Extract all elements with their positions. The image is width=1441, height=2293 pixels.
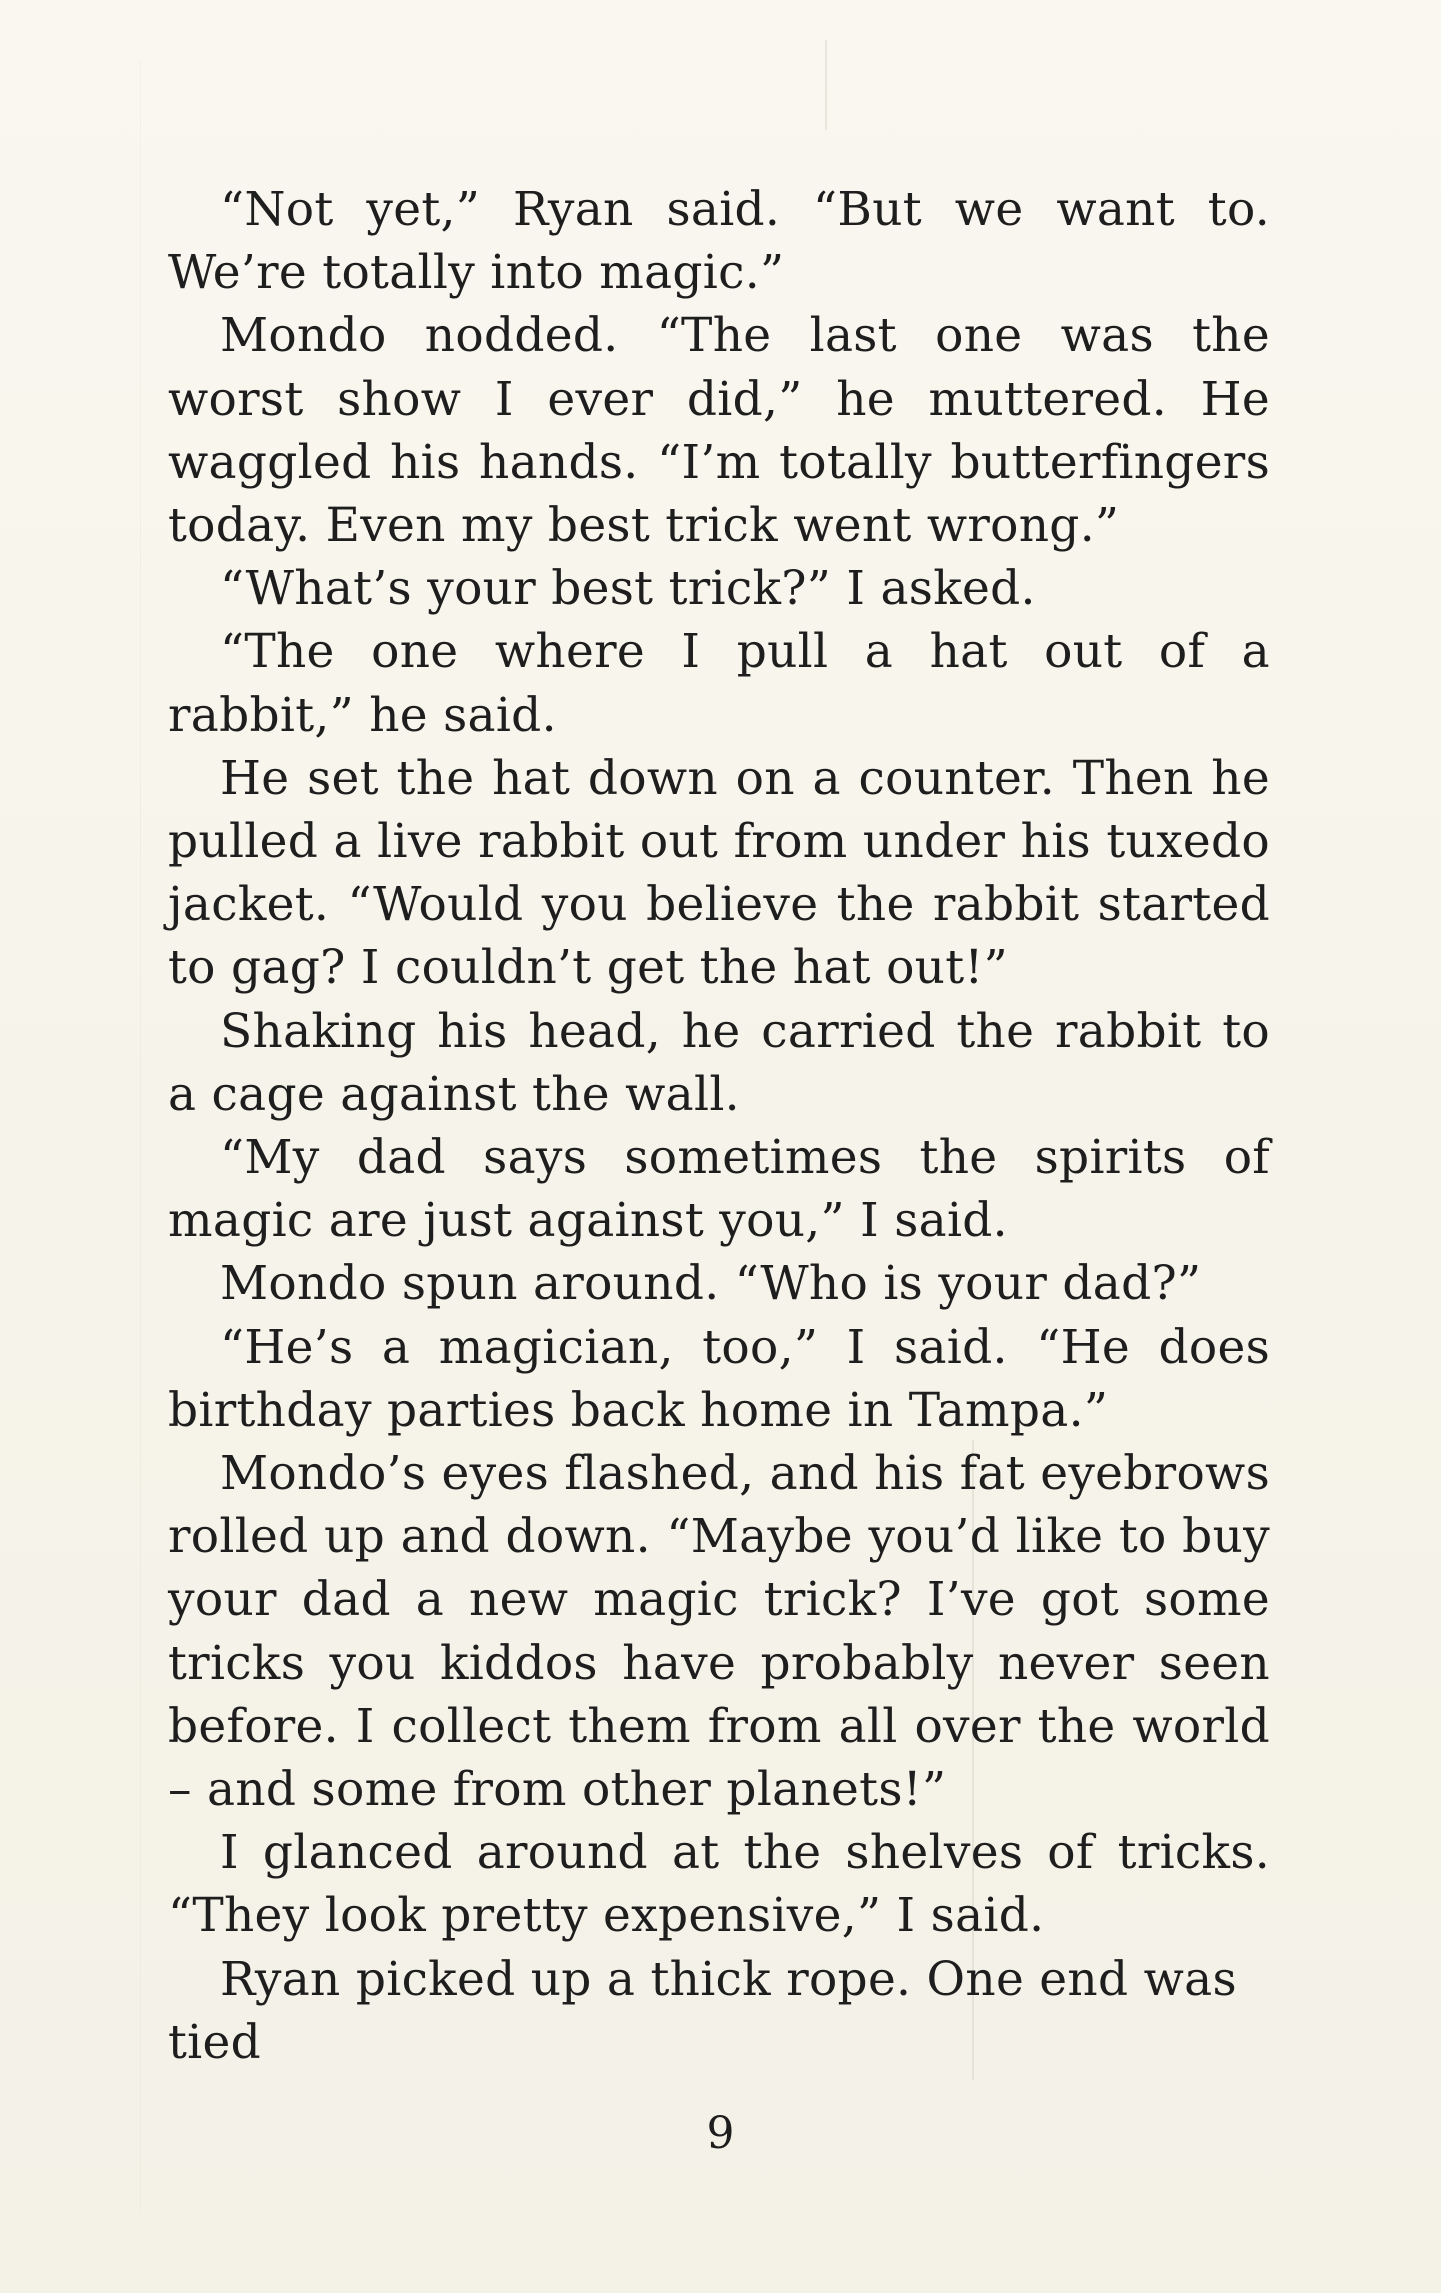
page-number: 9 [706,2108,735,2159]
paragraph: I glanced around at the shelves of tricks. “They look pretty expensive,” I said. [168,1825,1270,1944]
paragraph: Mondo spun around. “Who is your dad?” [220,1256,1202,1312]
paragraph: “My dad says sometimes the spirits of magic are just against you,” I said. [168,1130,1270,1249]
bleed-through-line [140,60,141,2210]
body-text [168,178,1270,2074]
paragraph: “What’s your best trick?” I asked. [220,561,1036,617]
paragraph: “The one where I pull a hat out of a rabbit,” he said. [168,624,1270,743]
paragraph: Mondo nodded. “The last one was the worst show I ever did,” he muttered. He waggled his hands. “I’m totally butterfingers today. Even my best trick went wrong.” [168,308,1270,554]
paragraph: “Not yet,” Ryan said. “But we want to. We’re totally into magic.” [168,182,1270,301]
paragraph: Mondo’s eyes flashed, and his fat eyebrows rolled up and down. “Maybe you’d like to buy your dad a new magic trick? I’ve got some tricks you kiddos have probably never seen before. I collect them from all over the world – and some from other planets!” [168,1446,1270,1818]
paragraph: Shaking his head, he carried the rabbit to a cage against the wall. [168,1003,1270,1122]
paragraph: Ryan picked up a thick rope. One end was tied [168,1951,1237,2070]
paragraph: He set the hat down on a counter. Then he pulled a live rabbit out from under his tuxedo jacket. “Would you believe the rabbit started to gag? I couldn’t get the hat out!” [168,750,1270,996]
paragraph: “He’s a magician, too,” I said. “He does birthday parties back home in Tampa.” [168,1319,1270,1438]
bleed-through-line [825,40,827,130]
